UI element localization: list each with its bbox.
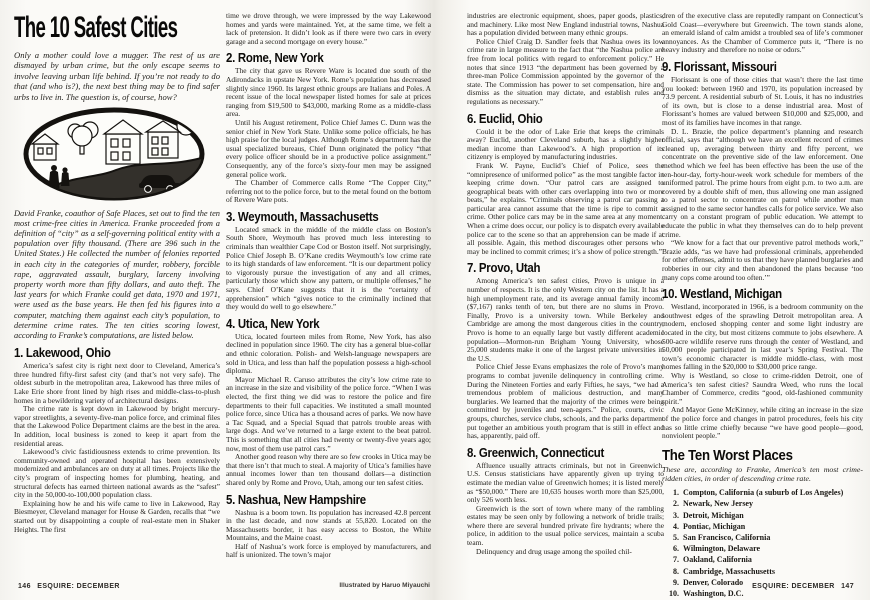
page-right bbox=[435, 0, 870, 600]
body-paragraph: Half of Nashua’s work force is employed by manufacturers, and half is unionized. The town’s major bbox=[226, 541, 431, 560]
body-paragraph: Police Chief Jesse Evans emphasizes the role of Provo’s many programs to combat juvenile delinquency in controlling crime. During the Nineteen Forties and early Fifties, he says, “we had a tremendous problem of malicious destruction, and many burglaries. We learned that the majority of the crimes were being committed by juveniles and teen-agers.” Police, courts, civic groups, churches, service clubs, schools, and the parks department put together an ambitious youth program that is still in effect and has, apparently, paid off. bbox=[467, 362, 664, 441]
body-paragraph: The Chamber of Commerce calls Rome “The Copper City,” referring not to the police force, but to the metal found on the bottom of Revere Ware pots. bbox=[226, 178, 431, 205]
worst-place-item: 3. Detroit, Michigan bbox=[673, 510, 744, 520]
section-heading-provo: 7. Provo, Utah bbox=[467, 260, 541, 276]
continuation-paragraph: dren of the executive class are reputedly rampant on Connecticut’s Gold Coast—everywhere but Greenwich. The town stands alone, an emerald island of calm amidst a troubled sea of life’s commoner annoyances. As the Chamber of Commerce puts it, “There is no heavy industry and therefore no noise or odors.” bbox=[662, 11, 863, 55]
body-paragraph: D. L. Brazie, the police department’s planning and research official, says that “although we have an excellent record of crimes cleaned up, averaging between thirty and fifty percent, we concentrate on the preventive side of the law enforcement. One method which we feel has been effective has been the use of the ten-hour-day, forty-hour-week work schedule for members of the uniformed patrol. The prime hours from eight p.m. to two a.m. are covered by a double shift of men, thus allowing one man assigned to a patrol sector to concentrate on patrol while another man assigned to the same sector handles calls for police service. We also carry on a constant program of public education. We attempt to educate the public in what they themselves can do to help prevent crime. bbox=[662, 126, 863, 239]
body-paragraph: Delinquency and drug usage among the spoiled chil- bbox=[476, 546, 632, 556]
left-column-2 bbox=[226, 12, 431, 570]
suburban-scene-illustration bbox=[20, 106, 208, 205]
continuation-paragraph: industries are electronic equipment, shoes, paper goods, plastics, and machinery. Like most New England industrial towns, Nashua has a population divided between many ethnic groups. bbox=[467, 11, 664, 38]
body-paragraph: “We know for a fact that our preventive patrol methods work,” Brazie adds, “as we have had professional criminals, apprehended for other offenses, admit to us that they have planned burglaries and robberies in our city and then abandoned the plans because ‘too many cops come around too often.’” bbox=[662, 238, 863, 282]
body-paragraph: Florissant is one of those cities that wasn’t there the last time you looked: between 1960 and 1970, its population increased by 73.9 percent. A residential suburb of St. Louis, it has no industries of its own, but is close to a dense industrial area. Most of Florissant’s homes are valued between $10,000 and $25,000, and most of its families have incomes in that range. bbox=[662, 74, 863, 127]
illustration-credit: Illustrated by Haruo Miyauchi bbox=[339, 582, 430, 589]
section-heading-greenwich: 8. Greenwich, Connecticut bbox=[467, 444, 605, 460]
body-paragraph: America’s safest city is right next door to Cleveland, America’s three hundred fifty-first safest city (and that’s not very safe). The oldest suburb in the metropolitan area, Lakewood has three miles of Lake Erie shore front lined by high rises and middle-class-to-plush homes in a bewildering variety of architectural designs. bbox=[14, 361, 220, 405]
worst-place-item: 1. Compton, California (a suburb of Los Angeles) bbox=[673, 488, 844, 498]
section-heading-euclid: 6. Euclid, Ohio bbox=[467, 110, 543, 126]
folio-number: 146 bbox=[18, 583, 31, 590]
body-paragraph: Another good reason why there are so few crooks in Utica may be that there isn’t that much to steal. A majority of Utica’s families have annual incomes lower than ten thousand dollars—a distinction shared only by Rome and Provo, Utah, among our ten safest cities. bbox=[226, 452, 431, 487]
section-heading-florissant: 9. Florissant, Missouri bbox=[662, 58, 777, 74]
body-paragraph: And Mayor Gene McKinney, while citing an increase in the size of the police force and changes in patrol procedures, feels his city has so little crime chiefly because “we have good people—good, nonviolent people.” bbox=[662, 405, 863, 441]
intro-paragraph: Only a mother could love a mugger. The rest of us are dismayed by urban crime, but the only escape seems to involve leaving urban life behind. If you’re not ready to do that (and who is?), the next best thing may be to find safer urbs to live in. The question is, of course, how? bbox=[14, 50, 220, 102]
right-column-1 bbox=[467, 12, 664, 594]
worst-place-item: 8. Cambridge, Massachusetts bbox=[673, 566, 775, 576]
body-paragraph: Among America’s ten safest cities, Provo is unique in a number of respects. It is the only Western city on the list. It has a high unemployment rate, and its average annual family income ($7,167) ranks tenth of ten, but there are no slums in Provo. Finally, Provo is a university town. While Berkeley and Cambridge are among the most dangerous cities in the country, Provo is home to an equally large but vastly different academic population—Mormon-run Brigham Young University, whose 25,000 students make it one of the largest private universities in the U.S. bbox=[467, 276, 664, 363]
section-heading-rome: 2. Rome, New York bbox=[226, 50, 324, 66]
worst-place-item: 5. San Francisco, California bbox=[673, 532, 771, 542]
body-paragraph: Located smack in the middle of the middle class on Boston’s South Shore, Weymouth has proved much less interesting to criminals than wealthier Cape Cod or Boston itself. Not surprisingly, Police Chief Joseph B. O’Kane credits Weymouth’s low crime rate to its high standards of law enforcement. “It is our department policy to vigorously pursue the investigation of any and all crimes, particularly those which show any pattern, or multiple offenses,” he says. Chief O’Kane suggests that it is the “certainty of apprehension” which “gives notice to the criminally inclined that they would do well to go elsewhere.” bbox=[226, 224, 431, 312]
body-paragraph: The city that gave us Revere Ware is located due south of the Adirondacks in upstate New York. Rome’s population has decreased slightly since 1960. Its largest ethnic groups are Italians and Poles. A recent issue of the local newspaper listed homes for sale at prices ranging from $19,500 to $43,000, marking Rome as a middle-class area. bbox=[226, 66, 431, 119]
author-note: David Franke, coauthor of Safe Places, set out to find the ten most crime-free cities in America. Franke proceeded from a definition of “city” as a self-governing political entity with a population over fifty thousand. (There are 396 such in the United States.) He collected the number of felonies reported in each city in the categories of murder, robbery, forcible rape, aggravated assault, burglary, larceny involving property worth more than fifty dollars, and auto theft. The last years for which Franke could get data, 1970 and 1971, were used as the base years. He then fed his figures into a computer, matching them against each city’s population, to determine crime rates. The ten cities scoring lowest, according to Franke’s computations, are listed below. bbox=[14, 208, 220, 341]
body-paragraph: The crime rate is kept down in Lakewood by bright mercury-vapor streetlights, a seventy-five-man police force, and criminal files that the Lakewood Police Department claims are the best in the area. In addition, local business is zoned to keep it apart from the residential areas. bbox=[14, 404, 220, 448]
continuation-paragraph: time we drove through, we were impressed by the way Lakewood homes and yards were maintained. Yet, at the same time, we felt a lack of pretension. It didn’t look as if there were two cars in every garage and a second mortgage on every house.” bbox=[226, 11, 431, 46]
body-paragraph: Utica, located fourteen miles from Rome, New York, has also declined in population since 1960. The city has a general blue-collar and ethnic coloration. Polish- and Welsh-language newspapers are sold in Utica, and less than half the population possess a high-school diploma. bbox=[226, 331, 431, 376]
page-number-left bbox=[14, 583, 120, 590]
article-title: The 10 Safest Cities bbox=[14, 11, 178, 44]
body-paragraph: Could it be the odor of Lake Erie that keeps the criminals away? Euclid, another Cleveland suburb, has a slightly higher median income than Lakewood’s. A high proportion of its citizenry is employed by manufacturing industries. bbox=[467, 126, 664, 162]
body-paragraph: Nashua is a boom town. Its population has increased 42.8 percent in the last decade, and now stands at 55,820. Located on the Massachusetts border, it has easy access to Boston, the White Mountains, and the Maine coast. bbox=[226, 507, 431, 543]
worst-place-item: 4. Pontiac, Michigan bbox=[673, 521, 746, 531]
body-paragraph: Mayor Michael R. Caruso attributes the city’s low crime rate to an increase in the size and visibility of the police force. “When I was elected, the first thing we did was to restore the police and fire departments to their full capacities. We instituted a small mounted police force, since Utica has a thousand acres of parks. We now have a Tac Squad, and a Special Squad that patrols trouble areas with large dogs. And we’ve returned to a large extent to the beat patrol. This is something that all cities had twenty or twenty-five years ago; now, most of them use patrol cars.” bbox=[226, 374, 431, 453]
body-paragraph: Frank W. Payne, Euclid’s Chief of Police, sees the “omnipresence of uniformed police” as the most tangible factor in keeping crime down. “Our patrol cars are assigned to geographical beats with other cars overlapping into two or more beats,” he explains. “Criminals observing a patrol car passing a particular area cannot assume that the time is ripe to commit a crime. Other police cars may be in the same area at any moment. When a crime does occur, our policy is to dispatch every available police car to the scene so that an apprehension can be made if at all possible. Again, this method discourages other persons who may be inclined to commit crimes; it’s a show of police strength.” bbox=[467, 160, 664, 256]
magazine-name: ESQUIRE: DECEMBER bbox=[752, 583, 835, 590]
section-heading-westland: 10. Westland, Michigan bbox=[662, 286, 782, 302]
worst-place-item: 7. Oakland, California bbox=[673, 555, 752, 565]
section-heading-nashua: 5. Nashua, New Hampshire bbox=[226, 491, 366, 507]
worst-place-item: 10. Washington, D.C. bbox=[669, 588, 744, 598]
left-column-1 bbox=[14, 12, 220, 578]
worst-place-item: 6. Wilmington, Delaware bbox=[673, 544, 761, 554]
section-heading-utica: 4. Utica, New York bbox=[226, 315, 320, 331]
worst-places-heading: The Ten Worst Places bbox=[662, 446, 793, 464]
body-paragraph: Explaining how he and his wife came to live in Lakewood, Ray Biesmeyer, Cleveland manager for House & Garden, recalls that “we started out by disappointing a couple of real-estate men in Shaker Heights. The first bbox=[14, 498, 220, 534]
suburban-scene-art bbox=[20, 106, 208, 202]
body-paragraph: Until his August retirement, Police Chief James C. Dunn was the senior chief in New York State. Unlike some police officials, he has high praise for the local judges. Although Rome’s department has the usual specialized bureaus, Chief Dunn originated the policy “that every police officer should be in a productive police assignment.” Consequently, any of the force’s sixty-four men may be assigned general police work. bbox=[226, 117, 431, 179]
body-paragraph: Affluence usually attracts criminals, but not in Greenwich. U.S. Census statisticians have apparently given up trying to estimate the median value of Greenwich homes; it is listed merely as “$50,000.” There are 10,635 houses worth more than $25,000, only 526 worth less. bbox=[467, 460, 664, 505]
body-paragraph: Why is Westland, so close to crime-ridden Detroit, one of America’s ten safest cities? Saundra Weed, who runs the local Chamber of Commerce, credits “good, old-fashioned community spirit.” bbox=[662, 370, 863, 406]
page-number-right bbox=[752, 583, 858, 590]
magazine-name: ESQUIRE: DECEMBER bbox=[37, 583, 120, 590]
worst-place-item: 2. Newark, New Jersey bbox=[673, 499, 753, 509]
section-heading-weymouth: 3. Weymouth, Massachusetts bbox=[226, 208, 379, 224]
body-paragraph: Westland, incorporated in 1966, is a bedroom community on the southwest edges of the sprawling Detroit metropolitan area. A modern, enclosed shopping center and some light industry are located in the city, but most citizens commute to jobs elsewhere. A 500-acre wildlife reserve runs through the center of Westland, and 50,000 people participated in last year’s Spring Festival. The town’s economic character is middle middle-class, with most homes falling in the $20,000 to $30,000 price range. bbox=[662, 302, 863, 372]
worst-place-item: 9. Denver, Colorado bbox=[673, 577, 744, 587]
body-paragraph: Greenwich is the sort of town where many of the rambling estates may be seen only by following a network of bridle trails; where there are several hundred private fire hydrants; where the police, in addition to the usual police services, maintain a scuba team. bbox=[467, 503, 664, 548]
body-paragraph: Lakewood’s civic fastidiousness extends to crime prevention. Its community-owned and operated hospital has been extensively modernized and ambulances are on duty at all times. Projects like the city’s program of inspecting homes for plumbing, heating, and structural defects has earned thirteen national awards as the “safest” city in the 50,000-to-100,000 population class. bbox=[14, 447, 220, 500]
body-paragraph: Police Chief Craig D. Sandler feels that Nashua owes its low crime rate in large measure to the fact that “the Nashua police are free from local politics with regard to enforcement policy.” He notes that since 1913 “the department has been governed by a three-man Police Commission appointed by the governor of the state. The Commission has power to set compensation, hire and dismiss as the situation may dictate, and establish rules and regulations as necessary.” bbox=[467, 36, 664, 106]
folio-number: 147 bbox=[841, 583, 854, 590]
worst-places-intro: These are, according to Franke, America’s ten most crime-ridden cities, in order of descending crime rate. bbox=[662, 464, 863, 483]
section-heading-lakewood: 1. Lakewood, Ohio bbox=[14, 345, 111, 361]
